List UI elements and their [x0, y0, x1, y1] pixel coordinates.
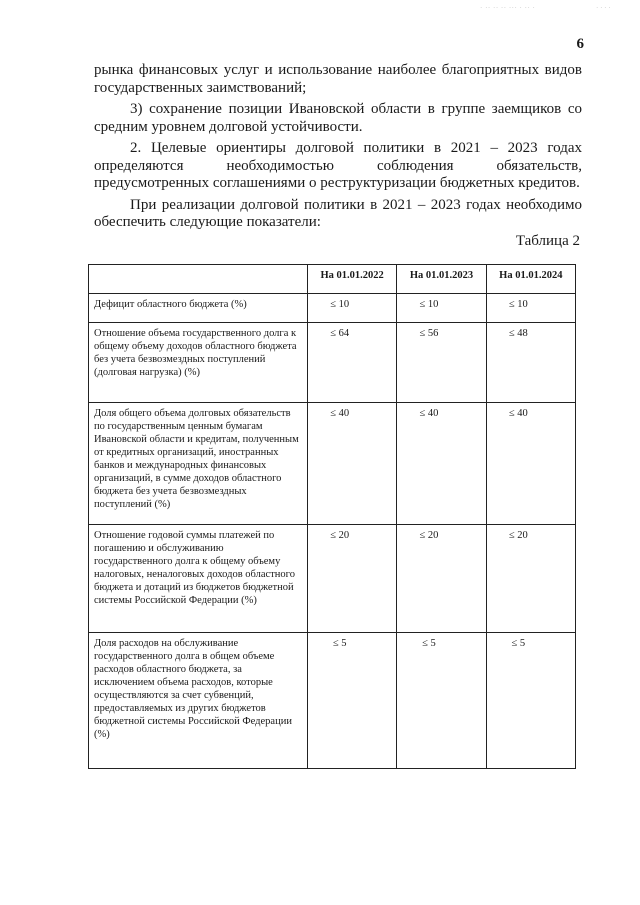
indicator-value: ≤ 56 [397, 323, 486, 403]
scan-artifact: · · · · [596, 4, 611, 12]
table-row [89, 403, 576, 525]
scan-artifact: · ·· ·· ·· ··· · ·· · [480, 4, 536, 12]
indicator-value: ≤ 20 [397, 525, 486, 633]
column-header: На 01.01.2022 [308, 265, 397, 294]
indicators-table [88, 264, 576, 769]
indicator-value: ≤ 10 [486, 294, 575, 323]
indicator-value: ≤ 5 [308, 633, 397, 769]
paragraph: 3) сохранение позиции Ивановской области в группе заемщиков со средним уровнем долговой устойчивости. [94, 101, 582, 135]
indicator-name: Дефицит областного бюджета (%) [89, 294, 308, 323]
indicator-value: ≤ 40 [397, 403, 486, 525]
indicator-name: Доля расходов на обслуживание государственного долга в общем объеме расходов областного бюджета, за исключением объема расходов, которые осуществляются за счет субвенций, предоставляемых из других бюджетов бюджетной системы Российской Федерации (%) [89, 633, 308, 769]
indicator-name: Отношение объема государственного долга к общему объему доходов областного бюджета без учета безвозмездных поступлений (долговая нагрузка) (%) [89, 323, 308, 403]
indicator-name: Отношение годовой суммы платежей по погашению и обслуживанию государственного долга к общему объему налоговых, неналоговых доходов областного бюджета и дотаций из бюджетов бюджетной системы Российской Федерации (%) [89, 525, 308, 633]
body-text [94, 62, 582, 236]
table-row [89, 633, 576, 769]
table-row [89, 294, 576, 323]
indicator-name: Доля общего объема долговых обязательств по государственным ценным бумагам Ивановской области и кредитам, полученным от кредитных организаций, иностранных банков и международных финансовых организаций, в сумме доходов областного бюджета без учета безвозмездных поступлений (%) [89, 403, 308, 525]
paragraph: рынка финансовых услуг и использование наиболее благоприятных видов государственных заимствований; [94, 62, 582, 96]
indicator-value: ≤ 20 [308, 525, 397, 633]
indicator-value: ≤ 10 [397, 294, 486, 323]
column-header: На 01.01.2024 [486, 265, 575, 294]
indicator-value: ≤ 20 [486, 525, 575, 633]
paragraph: 2. Целевые ориентиры долговой политики в 2021 – 2023 годах определяются необходимостью соблюдения обязательств, предусмотренных соглашениями о реструктуризации бюджетных кредитов. [94, 140, 582, 191]
table-row [89, 323, 576, 403]
indicator-value: ≤ 40 [486, 403, 575, 525]
table-header-row [89, 265, 576, 294]
indicator-value: ≤ 40 [308, 403, 397, 525]
indicator-value: ≤ 5 [486, 633, 575, 769]
table-row [89, 525, 576, 633]
paragraph: При реализации долговой политики в 2021 – 2023 годах необходимо обеспечить следующие показатели: [94, 196, 582, 230]
indicator-value: ≤ 5 [397, 633, 486, 769]
indicator-value: ≤ 64 [308, 323, 397, 403]
column-header [89, 265, 308, 294]
page-number: 6 [576, 36, 584, 52]
indicator-value: ≤ 10 [308, 294, 397, 323]
indicator-value: ≤ 48 [486, 323, 575, 403]
table-label: Таблица 2 [515, 233, 580, 249]
column-header: На 01.01.2023 [397, 265, 486, 294]
